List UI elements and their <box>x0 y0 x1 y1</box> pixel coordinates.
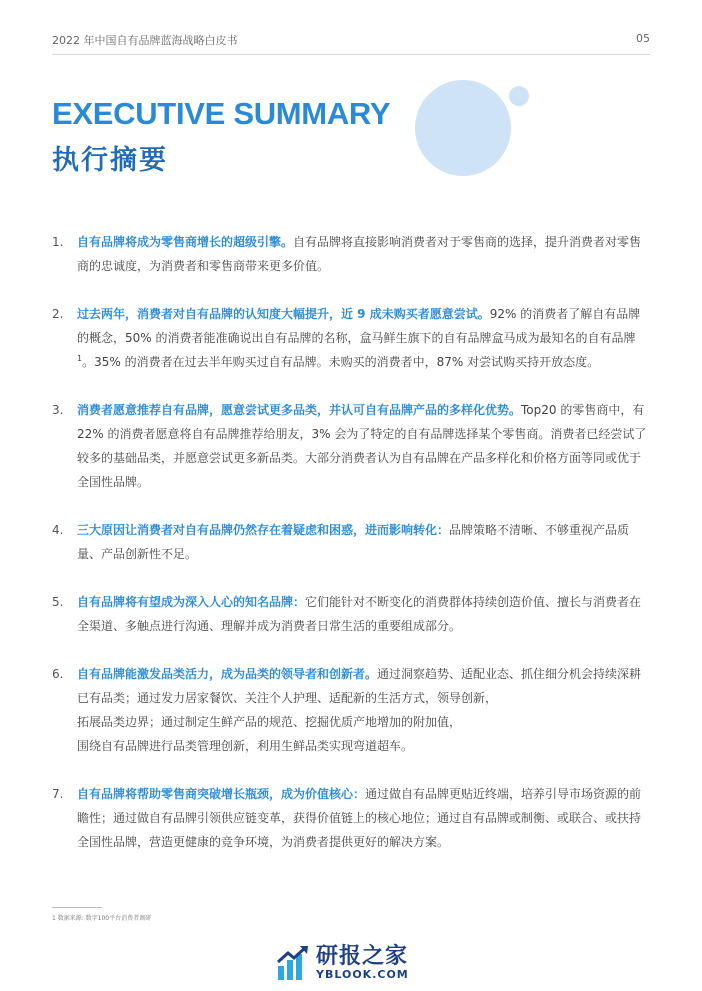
item-lead: 消费者愿意推荐自有品牌，愿意尝试更多品类，并认可自有品牌产品的多样化优势。 <box>77 403 522 417</box>
item-number: 5. <box>52 595 64 609</box>
footnote: 1 数据来源: 数字100平台消费者调研 <box>52 915 152 922</box>
list-item <box>52 590 652 638</box>
list-item <box>52 302 652 374</box>
decorative-circle-small <box>509 86 529 106</box>
list-item <box>52 662 652 758</box>
item-body: 品牌策略不清晰、不够重视产品质量、产品创新性不足。 <box>77 523 630 561</box>
item-lead: 自有品牌将有望成为深入人心的知名品牌： <box>77 595 306 609</box>
item-number: 7. <box>52 787 64 801</box>
item-number: 3. <box>52 403 64 417</box>
title-english: EXECUTIVE SUMMARY <box>52 96 391 131</box>
item-number: 1. <box>52 235 64 249</box>
item-body: 通过洞察趋势、适配业态、抓住细分机会持续深耕已有品类；通过发力居家餐饮、关注个人护理、适配新的生活方式，领导创新， <box>77 667 642 705</box>
item-body: 它们能针对不断变化的消费群体持续创造价值、擅长与消费者在全渠道、多触点进行沟通、理解并成为消费者日常生活的重要组成部分。 <box>77 595 642 633</box>
footnote-rule <box>52 907 102 908</box>
item-body-line: 拓展品类边界；通过制定生鲜产品的规范、挖掘优质产地增加的附加值， <box>77 715 462 729</box>
decorative-circle-large <box>415 80 511 176</box>
list-item <box>52 398 652 494</box>
list-item <box>52 782 652 854</box>
watermark-text <box>316 945 409 981</box>
watermark-en: YBLOOK.COM <box>316 968 409 981</box>
item-lead: 自有品牌将帮助零售商突破增长瓶颈，成为价值核心： <box>77 787 366 801</box>
item-body: 通过做自有品牌更贴近终端，培养引导市场资源的前瞻性；通过做自有品牌引领供应链变革，获得价值链上的核心地位；通过自有品牌或制衡、或联合、或扶持全国性品牌，营造更健康的竞争环境，为消费者提供更好的解决方案。 <box>77 787 642 849</box>
page-number: 05 <box>636 32 650 45</box>
summary-list <box>52 230 652 878</box>
item-lead: 自有品牌能激发品类活力，成为品类的领导者和创新者。 <box>77 667 378 681</box>
title-chinese: 执行摘要 <box>52 145 168 176</box>
item-lead: 过去两年，消费者对自有品牌的认知度大幅提升，近 9 成未购买者愿意尝试。 <box>77 307 490 321</box>
item-body: Top20 的零售商中，有 22% 的消费者愿意将自有品牌推荐给朋友，3% 会为了特定的自有品牌选择某个零售商。消费者已经尝试了较多的基础品类，并愿意尝试更多新品类。大部分消费者认为自有品牌在产品多样化和价格方面等同或优于全国性品牌。 <box>77 403 647 489</box>
item-number: 6. <box>52 667 64 681</box>
item-lead: 自有品牌将成为零售商增长的超级引擎。 <box>77 235 294 249</box>
item-body: 自有品牌将直接影响消费者对于零售商的选择，提升消费者对零售商的忠诚度，为消费者和零售商带来更多价值。 <box>77 235 642 273</box>
item-body-continued: 。35% 的消费者在过去半年购买过自有品牌。未购买的消费者中，87% 对尝试购买持开放态度。 <box>82 355 600 369</box>
item-number: 2. <box>52 307 64 321</box>
header-title: 2022 年中国自有品牌蓝海战略白皮书 <box>52 34 238 47</box>
item-body: 92% 的消费者了解自有品牌的概念，50% 的消费者能准确说出自有品牌的名称，盒马鲜生旗下的自有品牌盒马成为最知名的自有品牌 <box>77 307 641 345</box>
watermark-cn: 研报之家 <box>316 944 409 969</box>
list-item <box>52 230 652 278</box>
item-lead: 三大原因让消费者对自有品牌仍然存在着疑虑和困惑，进而影响转化： <box>77 523 450 537</box>
header-rule <box>52 54 650 55</box>
footnote-ref: 1 <box>77 354 83 363</box>
bar-chart-logo-icon <box>276 944 310 982</box>
watermark-logo <box>276 944 409 982</box>
item-body-line: 围绕自有品牌进行品类管理创新，利用生鲜品类实现弯道超车。 <box>77 739 414 753</box>
list-item <box>52 518 652 566</box>
item-number: 4. <box>52 523 64 537</box>
